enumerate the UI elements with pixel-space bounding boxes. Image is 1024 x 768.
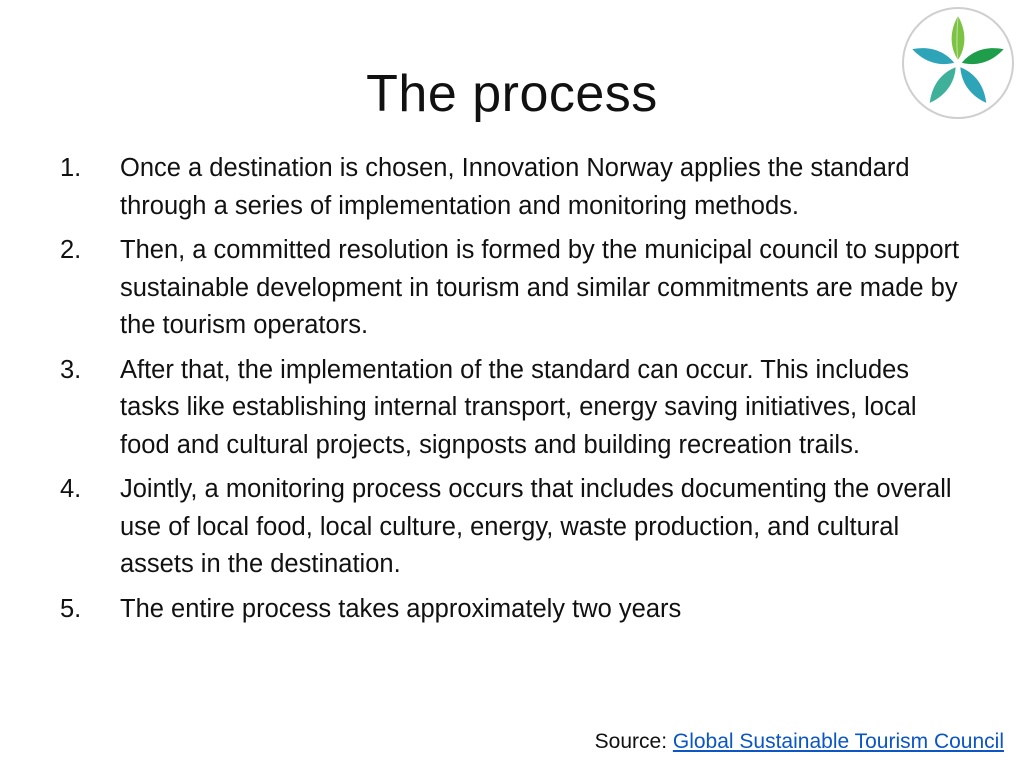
step-number: 5. [60,594,82,623]
step-text: Then, a committed resolution is formed by the municipal council to support sustainable development in tourism and similar commitments are made by the tourism operators. [120,236,960,339]
list-item [60,591,960,629]
leaf-logo-icon [901,6,1015,120]
slide-title: The process [366,65,658,123]
list-item [60,352,960,465]
step-number: 4. [60,475,82,503]
step-number: 2. [60,236,82,264]
list-item [60,471,960,584]
step-text: After that, the implementation of the standard can occur. This includes tasks like establishing internal transport, energy saving initiatives, local food and cultural projects, signposts and building recreation trails. [120,355,917,459]
step-number: 1. [60,154,82,182]
source-label: Source: [594,730,673,753]
source-link[interactable]: Global Sustainable Tourism Council [672,730,1004,753]
process-steps-list [60,150,960,635]
list-item [60,232,960,345]
step-number: 3. [60,355,82,384]
source-citation [595,728,1004,756]
step-text: Jointly, a monitoring process occurs that includes documenting the overall use of local food, local culture, energy, waste production, and cultural assets in the destination. [120,475,952,578]
step-text: Once a destination is chosen, Innovation Norway applies the standard through a series of implementation and monitoring methods. [120,154,910,220]
step-text: The entire process takes approximately two years [120,594,682,623]
list-item [60,150,960,225]
